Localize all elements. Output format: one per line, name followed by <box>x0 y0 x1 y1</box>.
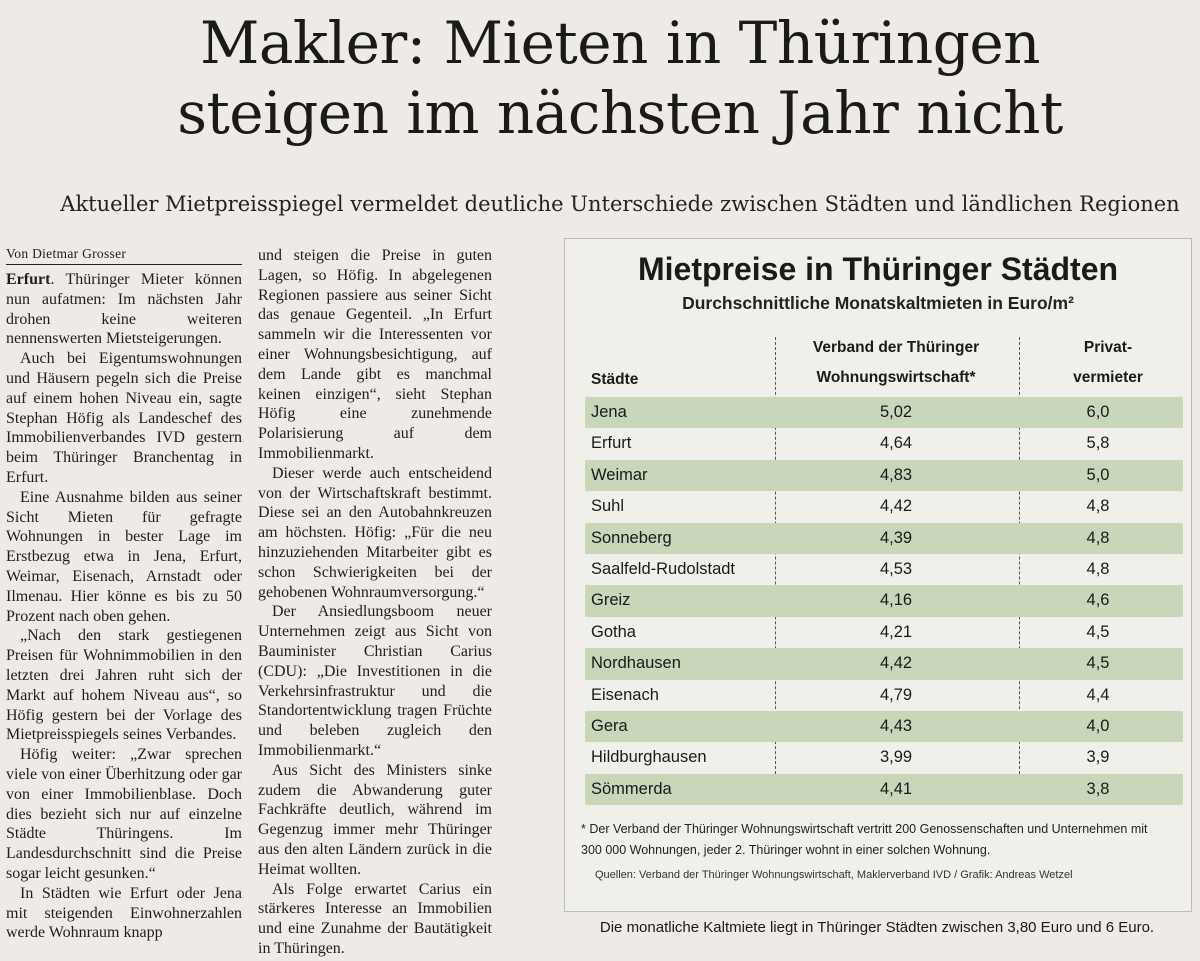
cell-city: Greiz <box>591 591 631 610</box>
cell-vtw-rent: 4,53 <box>879 559 913 578</box>
cell-private-rent: 4,8 <box>1086 528 1110 547</box>
cell-private-rent: 4,5 <box>1086 622 1110 641</box>
rent-price-infobox <box>564 238 1192 912</box>
cell-city: Erfurt <box>591 434 632 453</box>
cell-private-rent: 4,8 <box>1086 559 1110 578</box>
table-row <box>585 742 1183 773</box>
cell-vtw-rent: 4,39 <box>879 528 913 547</box>
infobox-subtitle: Durchschnittliche Monatskaltmieten in Euro/m² <box>682 293 1074 313</box>
table-row <box>585 523 1183 554</box>
cell-vtw-rent: 3,99 <box>879 748 913 767</box>
cell-vtw-rent: 4,42 <box>879 654 913 673</box>
headline-line-1: Makler: Mieten in Thüringen <box>199 9 1041 77</box>
cell-city: Hildburghausen <box>591 748 707 767</box>
column-header-vtw: Verband der Thüringer Wohnungswirtschaft* <box>812 339 980 386</box>
paragraph: Dieser werde auch entscheidend von der Wirtschaftskraft bestimmt. Diese sei an den Autobahnkreuzen am höchsten. Höfig: „Für die neu hinzuziehenden Mitarbeiter gibt es schon Schwierigkeiten bei der gehobenen Wohnraumversorgung.“ <box>258 464 492 601</box>
paragraph: „Nach den stark gestiegenen Preisen für Wohnimmobilien in den letzten drei Jahren ruht sich der Markt auf hohem Niveau aus“, so Höfig gestern bei der Vorlage des Mietpreisspiegels seines Verbandes. <box>6 627 242 744</box>
cell-city: Eisenach <box>591 685 659 704</box>
cell-private-rent: 4,0 <box>1086 716 1110 735</box>
table-row <box>585 428 1183 459</box>
cell-city: Sonneberg <box>591 528 672 547</box>
table-row <box>585 774 1183 805</box>
cell-city: Suhl <box>591 497 625 516</box>
cell-private-rent: 4,5 <box>1086 654 1110 673</box>
cell-private-rent: 5,0 <box>1086 465 1110 484</box>
cell-private-rent: 4,4 <box>1086 685 1110 704</box>
cell-private-rent: 5,8 <box>1086 434 1110 453</box>
article-column-2 <box>258 246 492 959</box>
infobox-footnote: * Der Verband der Thüringer Wohnungswirtschaft vertritt 200 Genossenschaften und Unternehmen mit 300 000 Wohnungen, jeder 2. Thüringer wohnt in einer solchen Wohnung. <box>581 822 1148 857</box>
cell-city: Sömmerda <box>591 779 672 798</box>
cell-private-rent: 6,0 <box>1086 403 1110 421</box>
cell-vtw-rent: 4,21 <box>879 622 913 641</box>
cell-city: Gera <box>591 716 628 735</box>
infobox-sources: Quellen: Verband der Thüringer Wohnungswirtschaft, Maklerverband IVD / Grafik: Andreas Wetzel <box>595 869 1073 881</box>
cell-vtw-rent: 4,83 <box>879 465 913 484</box>
table-row <box>585 711 1183 742</box>
table-row <box>585 680 1183 711</box>
cell-private-rent: 4,6 <box>1086 591 1110 610</box>
byline: Von Dietmar Grosser <box>6 246 242 265</box>
cell-city: Jena <box>591 403 627 421</box>
cell-vtw-rent: 4,79 <box>879 685 913 704</box>
cell-private-rent: 3,9 <box>1086 748 1110 767</box>
table-row <box>585 554 1183 585</box>
paragraph: Auch bei Eigentumswohnungen und Häusern pegeln sich die Preise auf einem hohen Niveau ein, sagte Stephan Höfig als Landeschef des Immobilienverbandes IVD gestern beim Thüringer Branchentag in Erfurt. <box>6 350 242 486</box>
cell-vtw-rent: 4,16 <box>879 591 913 610</box>
infobox-caption: Die monatliche Kaltmiete liegt in Thüringer Städten zwischen 3,80 Euro und 6 Euro. <box>599 919 1155 936</box>
rent-table-body <box>585 397 1183 805</box>
paragraph: In Städten wie Erfurt oder Jena mit steigenden Einwohnerzahlen werde Wohnraum knapp <box>6 884 242 942</box>
cell-city: Nordhausen <box>591 654 681 673</box>
table-row <box>585 491 1183 522</box>
paragraph: Als Folge erwartet Carius ein stärkeres Interesse an Immobilien und eine Zunahme der Bautätigkeit in Thüringen. <box>258 880 492 957</box>
paragraph: Der Ansiedlungsboom neuer Unternehmen zeigt aus Sicht von Bauminister Christian Carius (CDU): „Die Investitionen in die Verkehrsinfrastruktur und die Standortentwicklung tragen Früchte und beleben zugleich den Immobilienmarkt.“ <box>258 603 492 759</box>
paragraph: Erfurt. Thüringer Mieter können nun aufatmen: Im nächsten Jahr drohen keine weiteren nennenswerten Mietsteigerungen. <box>6 271 242 348</box>
table-row <box>585 648 1183 679</box>
headline <box>60 8 1180 148</box>
cell-vtw-rent: 4,64 <box>879 434 913 453</box>
dateline: Erfurt <box>6 271 51 288</box>
cell-vtw-rent: 5,02 <box>879 403 913 421</box>
paragraph: Eine Ausnahme bilden aus seiner Sicht Mieten für gefragte Wohnungen in bester Lage im Erstbezug etwa in Jena, Erfurt, Weimar, Eisenach, Arnstadt oder Ilmenau. Hier könne es bis zu 50 Prozent nach oben gehen. <box>6 488 242 625</box>
cell-city: Saalfeld-Rudolstadt <box>591 559 736 578</box>
cell-city: Gotha <box>591 622 636 641</box>
headline-line-2: steigen im nächsten Jahr nicht <box>177 79 1063 147</box>
column-header-city: Städte <box>591 371 639 388</box>
article-column-1 <box>6 270 242 943</box>
subheadline: Aktueller Mietpreisspiegel vermeldet deutliche Unterschiede zwischen Städten und ländlichen Regionen <box>60 192 1180 216</box>
table-row <box>585 617 1183 648</box>
table-row <box>585 460 1183 491</box>
cell-private-rent: 4,8 <box>1086 497 1110 516</box>
paragraph: Höfig weiter: „Zwar sprechen viele von einer Überhitzung oder gar von einer Immobilienblase. Doch dies bezieht sich nur auf einzelne Städte Thüringens. Im Landesdurchschnitt sind die Preise sogar leicht gesunken.“ <box>6 746 242 882</box>
infobox-title: Mietpreise in Thüringer Städten <box>637 251 1119 287</box>
paragraph: und steigen die Preise in guten Lagen, so Höfig. In abgelegenen Regionen passiere aus seiner Sicht das genaue Gegenteil. „In Erfurt sammeln wir die Interessenten vor einer Wohnungsbesichtigung, auf dem Lande gibt es manchmal keinen einzigen“, sieht Stephan Höfig eine zunehmende Polarisierung auf dem Immobilienmarkt. <box>258 247 492 462</box>
cell-vtw-rent: 4,43 <box>879 716 913 735</box>
paragraph: Aus Sicht des Ministers sinke zudem die Abwanderung guter Fachkräfte deutlich, während im Gegenzug immer mehr Thüringer aus den alten Ländern zurück in die Heimat wollten. <box>258 761 492 878</box>
cell-vtw-rent: 4,42 <box>879 497 913 516</box>
column-header-private: Privat- vermieter <box>1073 339 1143 386</box>
cell-city: Weimar <box>591 465 648 484</box>
table-row <box>585 585 1183 616</box>
cell-vtw-rent: 4,41 <box>879 779 913 798</box>
table-row <box>585 397 1183 428</box>
cell-private-rent: 3,8 <box>1086 779 1110 798</box>
